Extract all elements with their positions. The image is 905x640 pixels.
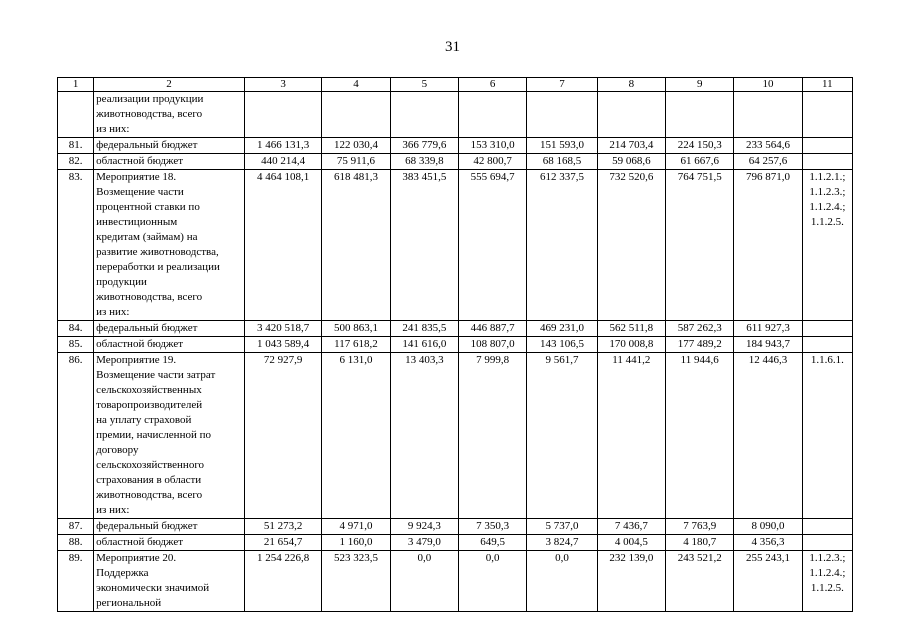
- value-cell: 68 168,5: [527, 154, 597, 170]
- value-cell: 6 131,0: [322, 353, 390, 519]
- value-cell: 523 323,5: [322, 551, 390, 612]
- value-cell: 170 008,8: [597, 337, 665, 353]
- value-cell: 4 464 108,1: [244, 170, 321, 321]
- value-cell: 241 835,5: [390, 321, 458, 337]
- row-title-line: процентной ставки по: [96, 201, 200, 213]
- row-title: [94, 535, 245, 551]
- reference-cell: [802, 321, 852, 337]
- value-cell: 68 339,8: [390, 154, 458, 170]
- reference-cell: 1.1.6.1.: [802, 353, 852, 519]
- value-cell: 764 751,5: [666, 170, 734, 321]
- row-title: [94, 519, 245, 535]
- row-title: [94, 321, 245, 337]
- value-cell: [244, 92, 321, 138]
- table-body: [58, 92, 853, 612]
- row-number: 84.: [58, 321, 94, 337]
- value-cell: 7 436,7: [597, 519, 665, 535]
- value-cell: 243 521,2: [666, 551, 734, 612]
- table-row: [58, 535, 853, 551]
- value-cell: 469 231,0: [527, 321, 597, 337]
- row-title-line: из них:: [96, 123, 130, 135]
- row-number: 83.: [58, 170, 94, 321]
- column-header: 1: [58, 78, 94, 92]
- value-cell: 255 243,1: [734, 551, 802, 612]
- value-cell: [322, 92, 390, 138]
- row-number: 88.: [58, 535, 94, 551]
- column-header: 2: [94, 78, 245, 92]
- value-cell: 7 350,3: [458, 519, 526, 535]
- column-header: 4: [322, 78, 390, 92]
- value-cell: 587 262,3: [666, 321, 734, 337]
- value-cell: 117 618,2: [322, 337, 390, 353]
- table-row: [58, 519, 853, 535]
- value-cell: 108 807,0: [458, 337, 526, 353]
- row-title-line: федеральный бюджет: [96, 322, 198, 334]
- column-header: 5: [390, 78, 458, 92]
- value-cell: 3 824,7: [527, 535, 597, 551]
- row-number: 86.: [58, 353, 94, 519]
- value-cell: [734, 92, 802, 138]
- value-cell: 383 451,5: [390, 170, 458, 321]
- row-title-line: Мероприятие 20.: [96, 552, 177, 564]
- column-header: 6: [458, 78, 526, 92]
- reference-cell: [802, 154, 852, 170]
- reference-cell: [802, 138, 852, 154]
- row-title-line: кредитам (займам) на: [96, 231, 198, 243]
- value-cell: 732 520,6: [597, 170, 665, 321]
- value-cell: 151 593,0: [527, 138, 597, 154]
- row-number: 85.: [58, 337, 94, 353]
- row-title-line: областной бюджет: [96, 338, 184, 350]
- value-cell: [390, 92, 458, 138]
- column-header: 11: [802, 78, 852, 92]
- page-number: 31: [445, 39, 460, 55]
- value-cell: 796 871,0: [734, 170, 802, 321]
- budget-table: [57, 77, 853, 612]
- value-cell: 122 030,4: [322, 138, 390, 154]
- value-cell: 9 561,7: [527, 353, 597, 519]
- row-title: [94, 138, 245, 154]
- value-cell: 214 703,4: [597, 138, 665, 154]
- table-row: [58, 353, 853, 519]
- value-cell: 177 489,2: [666, 337, 734, 353]
- row-title-line: инвестиционным: [96, 216, 178, 228]
- value-cell: 0,0: [458, 551, 526, 612]
- column-header: 3: [244, 78, 321, 92]
- row-title-line: сельскохозяйственного: [96, 459, 205, 471]
- row-title-line: Мероприятие 18.: [96, 171, 177, 183]
- row-title-line: Мероприятие 19.: [96, 354, 177, 366]
- table-row: [58, 321, 853, 337]
- value-cell: 75 911,6: [322, 154, 390, 170]
- column-header: 9: [666, 78, 734, 92]
- reference-cell: [802, 519, 852, 535]
- value-cell: 1 160,0: [322, 535, 390, 551]
- value-cell: 3 420 518,7: [244, 321, 321, 337]
- row-title: [94, 551, 245, 612]
- row-title-line: животноводства, всего: [96, 489, 203, 501]
- reference-cell: [802, 535, 852, 551]
- value-cell: 440 214,4: [244, 154, 321, 170]
- table-row: [58, 551, 853, 612]
- row-title-line: договору: [96, 444, 139, 456]
- row-title-line: Возмещение части затрат: [96, 369, 216, 381]
- row-number: 81.: [58, 138, 94, 154]
- row-title: [94, 170, 245, 321]
- row-title-line: продукции: [96, 276, 147, 288]
- table-row: [58, 138, 853, 154]
- row-title-line: сельскохозяйственных: [96, 384, 202, 396]
- value-cell: 611 927,3: [734, 321, 802, 337]
- table-row: [58, 92, 853, 138]
- value-cell: 141 616,0: [390, 337, 458, 353]
- value-cell: 0,0: [390, 551, 458, 612]
- value-cell: 7 999,8: [458, 353, 526, 519]
- value-cell: 1 466 131,3: [244, 138, 321, 154]
- table-header-row: [58, 78, 853, 92]
- row-title-line: региональной: [96, 597, 162, 609]
- value-cell: 5 737,0: [527, 519, 597, 535]
- value-cell: 11 441,2: [597, 353, 665, 519]
- value-cell: 61 667,6: [666, 154, 734, 170]
- table-row: [58, 170, 853, 321]
- column-header: 7: [527, 78, 597, 92]
- reference-cell: [802, 337, 852, 353]
- value-cell: 555 694,7: [458, 170, 526, 321]
- value-cell: 233 564,6: [734, 138, 802, 154]
- row-title: [94, 154, 245, 170]
- value-cell: 1 254 226,8: [244, 551, 321, 612]
- row-title-line: на уплату страховой: [96, 414, 192, 426]
- value-cell: 72 927,9: [244, 353, 321, 519]
- reference-cell: 1.1.2.1.; 1.1.2.3.; 1.1.2.4.; 1.1.2.5.: [802, 170, 852, 321]
- table-row: [58, 154, 853, 170]
- row-title-line: животноводства, всего: [96, 108, 203, 120]
- row-number: [58, 92, 94, 138]
- row-number: 89.: [58, 551, 94, 612]
- value-cell: 232 139,0: [597, 551, 665, 612]
- row-title: [94, 353, 245, 519]
- value-cell: [666, 92, 734, 138]
- value-cell: 8 090,0: [734, 519, 802, 535]
- row-title-line: экономически значимой: [96, 582, 210, 594]
- value-cell: 13 403,3: [390, 353, 458, 519]
- value-cell: 9 924,3: [390, 519, 458, 535]
- column-header: 10: [734, 78, 802, 92]
- row-title-line: федеральный бюджет: [96, 520, 198, 532]
- row-title-line: федеральный бюджет: [96, 139, 198, 151]
- value-cell: 618 481,3: [322, 170, 390, 321]
- row-title-line: реализации продукции: [96, 93, 204, 105]
- value-cell: 64 257,6: [734, 154, 802, 170]
- row-title-line: из них:: [96, 306, 130, 318]
- value-cell: 12 446,3: [734, 353, 802, 519]
- row-title-line: из них:: [96, 504, 130, 516]
- value-cell: 1 043 589,4: [244, 337, 321, 353]
- row-title: [94, 92, 245, 138]
- column-header: 8: [597, 78, 665, 92]
- value-cell: 11 944,6: [666, 353, 734, 519]
- value-cell: 4 356,3: [734, 535, 802, 551]
- value-cell: 649,5: [458, 535, 526, 551]
- row-title-line: областной бюджет: [96, 536, 184, 548]
- value-cell: 143 106,5: [527, 337, 597, 353]
- row-title-line: Поддержка: [96, 567, 149, 579]
- value-cell: 446 887,7: [458, 321, 526, 337]
- row-title-line: развитие животноводства,: [96, 246, 219, 258]
- row-title-line: страхования в области: [96, 474, 202, 486]
- value-cell: 0,0: [527, 551, 597, 612]
- value-cell: 42 800,7: [458, 154, 526, 170]
- reference-cell: 1.1.2.3.; 1.1.2.4.; 1.1.2.5.: [802, 551, 852, 612]
- table-row: [58, 337, 853, 353]
- value-cell: 21 654,7: [244, 535, 321, 551]
- row-number: 87.: [58, 519, 94, 535]
- row-title-line: областной бюджет: [96, 155, 184, 167]
- value-cell: 612 337,5: [527, 170, 597, 321]
- value-cell: 153 310,0: [458, 138, 526, 154]
- value-cell: 4 004,5: [597, 535, 665, 551]
- value-cell: 7 763,9: [666, 519, 734, 535]
- row-title-line: премии, начисленной по: [96, 429, 211, 441]
- value-cell: 224 150,3: [666, 138, 734, 154]
- row-title: [94, 337, 245, 353]
- row-number: 82.: [58, 154, 94, 170]
- row-title-line: животноводства, всего: [96, 291, 203, 303]
- value-cell: 4 180,7: [666, 535, 734, 551]
- value-cell: 366 779,6: [390, 138, 458, 154]
- reference-cell: [802, 92, 852, 138]
- row-title-line: Возмещение части: [96, 186, 184, 198]
- value-cell: 4 971,0: [322, 519, 390, 535]
- value-cell: 51 273,2: [244, 519, 321, 535]
- value-cell: 500 863,1: [322, 321, 390, 337]
- row-title-line: товаропроизводителей: [96, 399, 203, 411]
- value-cell: 184 943,7: [734, 337, 802, 353]
- value-cell: 59 068,6: [597, 154, 665, 170]
- value-cell: [597, 92, 665, 138]
- value-cell: [458, 92, 526, 138]
- value-cell: 3 479,0: [390, 535, 458, 551]
- value-cell: 562 511,8: [597, 321, 665, 337]
- row-title-line: переработки и реализации: [96, 261, 220, 273]
- value-cell: [527, 92, 597, 138]
